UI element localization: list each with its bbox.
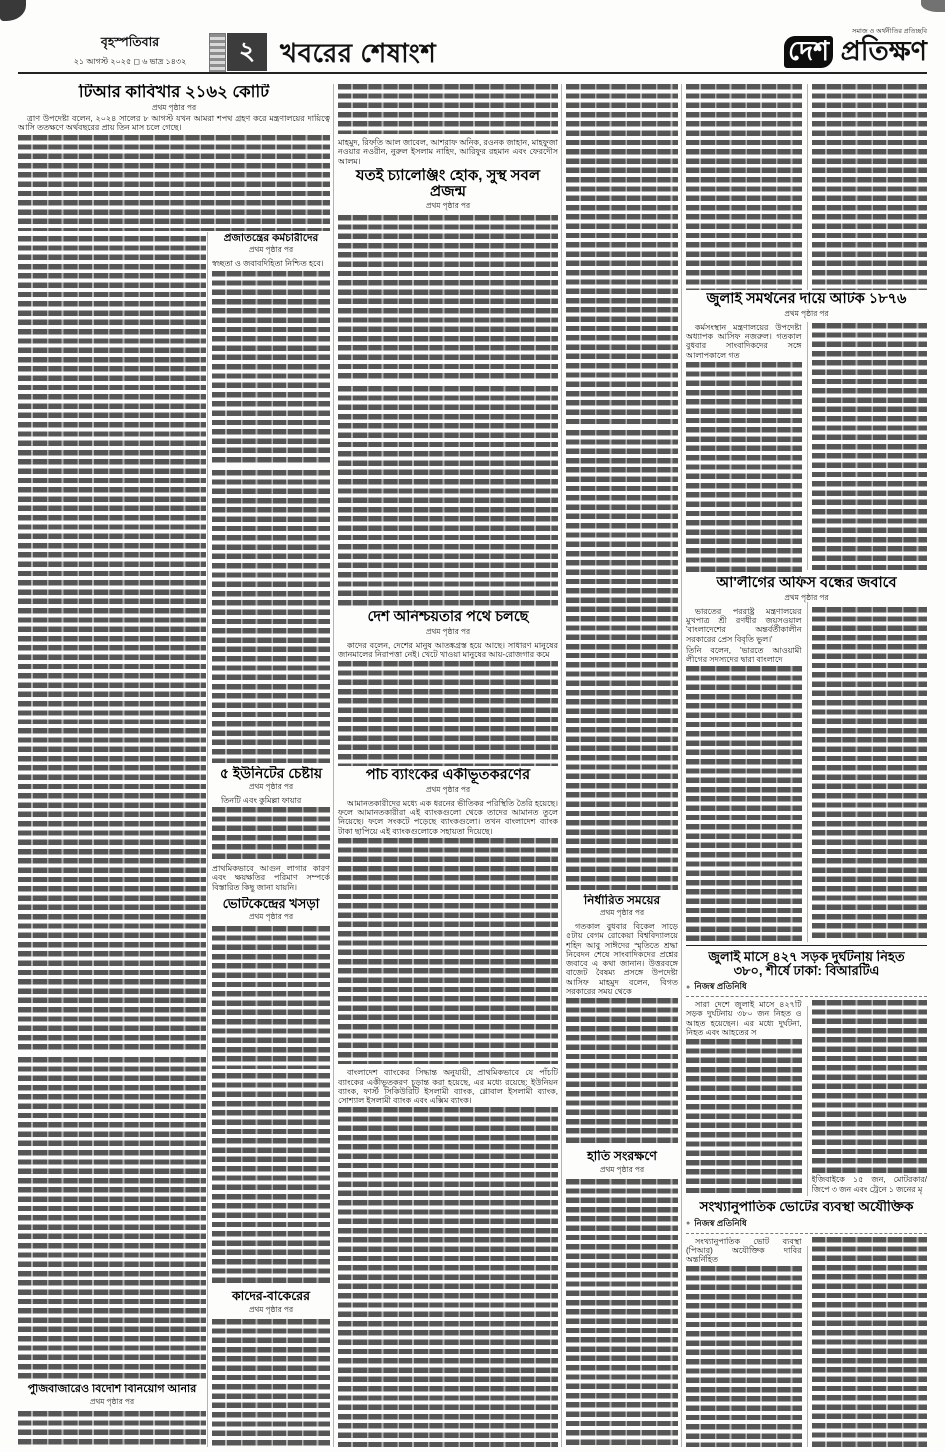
- body-text-block: [212, 807, 330, 862]
- continued-label: প্রথম পৃষ্ঠার পর: [89, 1396, 135, 1406]
- body-text-block: [18, 1411, 206, 1447]
- byline-label: নিজস্ব প্রতিনিধি: [694, 981, 747, 992]
- column-rule-2: [333, 84, 334, 1447]
- article-hati-headline: হাতি সংরক্ষণে: [587, 1150, 657, 1163]
- article-body-text: সারা দেশে জুলাই মাসে ৪২৭টি সড়ক দুর্ঘটনায় ৩৮০ জন নিহত ও আহত হয়েছেন। এর মধ্যে দুর্ঘটনা, নিহত এবং আহতের স: [686, 1000, 802, 1037]
- continued-label: প্রথম পৃষ্ঠার পর: [248, 1304, 294, 1314]
- article-pr-vote: [686, 1200, 927, 1447]
- scan-mark-top-right: [921, 0, 945, 12]
- body-text-block: [212, 470, 330, 763]
- column-4-continuation: [566, 84, 678, 890]
- body-text-block: [686, 1266, 802, 1447]
- article-kader-bakerer-headline: কাদের-বাকেরের: [231, 1290, 311, 1303]
- article-desh-headline: দেশ অনিশ্চয়তার পথে চলছে: [367, 610, 529, 625]
- article-pujibazar: [18, 1384, 206, 1447]
- article-column-right: [812, 1000, 928, 1196]
- article-separator-rule: [686, 945, 927, 946]
- header-rule: [18, 72, 927, 74]
- byline-bullet-icon: ●: [686, 983, 691, 991]
- article-body-text: ইজিবাইকে ১৫ জন, মোটরকার/জিপে ৩ জন এবং ট্রেনে ১ জনের মৃ: [811, 1175, 927, 1194]
- body-text-block: [18, 1057, 206, 1382]
- article-brta-headline-line2: ৩৮০, শীর্ষে ঢাকা: বিআরটিএ: [733, 963, 880, 979]
- article-unit5: [212, 766, 330, 894]
- article-body-text: প্রাথমিকভাবে আগুন লাগার কারণ এবং ক্ষয়ক্ষতির পরিমাণ সম্পর্কে বিস্তারিত কিছু জানা যায়নি।: [212, 864, 330, 892]
- body-text-block: [338, 386, 558, 608]
- body-text-block: [212, 1319, 330, 1448]
- masthead-word-desh: দেশ: [784, 36, 833, 68]
- article-july-atok-headline: জুলাই সমর্থনের দায়ে আটক ১৮৭৬: [706, 292, 907, 307]
- body-text-block: [18, 135, 330, 231]
- article-body-text: তিনটি এবং কুমিল্লা ফায়ার: [221, 796, 302, 806]
- article-tr-kabikha-lede: [18, 114, 330, 231]
- article-body-text: কর্মসংস্থান মন্ত্রণালয়ের উপদেষ্টা অধ্যাপক আসিফ নজরুল। গতকাল বুধবার সাংবাদিকদের সঙ্গে আলাপকালে গত: [686, 322, 802, 360]
- weekday-label: বৃহস্পতিবার: [100, 35, 160, 49]
- body-text-block: [338, 1107, 558, 1447]
- column-1-continuation: [18, 236, 206, 1382]
- column-rule-1: [207, 232, 208, 1447]
- article-jotoi-headline: যতই চ্যালেঞ্জিং হোক, সুস্থ সবল প্রজন্ম: [355, 168, 541, 201]
- continued-label: প্রথম পৃষ্ঠার পর: [248, 245, 294, 255]
- byline-dashed-rule: [686, 996, 927, 997]
- article-desh-onishchoyota: [338, 610, 558, 766]
- column-3-pretext: [338, 84, 558, 166]
- article-projatontro-headline: প্রজাতন্ত্রের কর্মচারীদের: [223, 233, 319, 244]
- article-tr-kabikha-header: [18, 84, 330, 112]
- body-text-block: [566, 662, 678, 890]
- article-brta: [686, 950, 927, 1196]
- article-body-text: কাদের বলেন, দেশের মানুষ আতঙ্কগ্রস্ত হয়ে আছে। সাধারণ মানুষের জানমালের নিরাপত্তা নেই। খেটে খাওয়া মানুষের আয়-রোজগার কমে: [338, 640, 558, 659]
- body-text-block: [566, 84, 678, 426]
- body-text-block: [212, 1073, 330, 1287]
- section-title: খবরের শেষাংশ: [280, 38, 437, 68]
- continued-label: প্রথম পৃষ্ঠার পর: [784, 592, 829, 602]
- article-hati: [566, 1150, 678, 1447]
- body-text-block: [812, 1000, 928, 1173]
- continued-label: প্রথম পৃষ্ঠার পর: [784, 308, 829, 318]
- date-block: [58, 34, 202, 69]
- continued-label: প্রথম পৃষ্ঠার পর: [425, 201, 471, 211]
- article-column-left: [686, 1000, 802, 1196]
- body-text-block: [338, 661, 558, 766]
- body-text-block: [686, 84, 802, 290]
- masthead: [784, 26, 927, 65]
- masthead-mini-logo: [209, 33, 226, 73]
- article-column-left: [686, 323, 802, 572]
- article-body-text: গতকাল বুধবার বিকেল সাড়ে ৫টায় বেগম রোকেয়া বিশ্ববিদ্যালয়ে শহিদ আবু সাঈদের স্মৃতিতে শ্রদ্ধা নিবেদন শেষে সাংবাদিকদের প্রশ্নের জবাবে এ কথা জানান। উত্তরবঙ্গে বাজেট বৈষম্য প্রসঙ্গে উপদেষ্টা আসিফ মাহমুদ বলেন, বিগত সরকারের সময় থেকে: [566, 921, 678, 997]
- article-tr-kabikha-headline: টিআর কাবিখার ২১৬২ কোটি: [78, 84, 270, 101]
- article-projatontro: [212, 233, 330, 763]
- article-league-office-headline: আ'লীগের অফিস বন্ধের জবাবে: [716, 576, 897, 591]
- continued-label: প্রথম পৃষ্ঠার পর: [248, 782, 294, 792]
- continued-label: প্রথম পৃষ্ঠার পর: [599, 907, 645, 917]
- article-column-right: [812, 323, 928, 572]
- body-text-block: [566, 1179, 678, 1448]
- body-text-block: [18, 728, 206, 1053]
- column-5-top: [686, 84, 802, 290]
- masthead-title: [784, 38, 927, 65]
- body-text-block: [812, 607, 928, 942]
- column-rule-4: [681, 84, 682, 1447]
- article-nirdharito-headline: নির্ধারিত সময়ের: [583, 894, 661, 907]
- article-vote-khosra-headline: ভোটকেন্দ্রের খসড়া: [222, 897, 320, 911]
- continued-label: প্রথম পৃষ্ঠার পর: [248, 912, 294, 922]
- article-body-text: ত্রাণ উপদেষ্টা বলেন, ২০২৪ সালের ৮ আগস্ট যখন আমরা শপথ গ্রহণ করে মন্ত্রণালয়ের দায়িত্বে আসি ততক্ষণে অর্থবছরের প্রায় তিন মাস চলে গেছে।: [18, 114, 330, 133]
- body-text-block: [686, 362, 802, 572]
- continued-label: প্রথম পৃষ্ঠার পর: [151, 102, 197, 112]
- byline-dashed-rule: [686, 1233, 927, 1234]
- article-pujibazar-headline: পুঁজিবাজারেও বিদেশি বিনিয়োগ আনার: [27, 1384, 197, 1395]
- article-body-text: সংখ্যানুপাতিক ভোট ব্যবস্থা (পিআর) অযৌক্তিক দাবির অন্তর্নিহিত: [686, 1236, 802, 1265]
- article-body-text: স্বচ্ছতা ও জবাবদিহিতা নিশ্চিত হবে।: [212, 259, 324, 269]
- article-column-right: [812, 607, 928, 942]
- article-body-text: ভারতের পররাষ্ট্র মন্ত্রণালয়ের মুখপাত্র শ্রী রণধীর জয়সওয়াল 'বাংলাদেশের অন্তর্বর্তীকালীন সরকারের প্রেস বিবৃতি ভুল।': [686, 606, 802, 644]
- article-unit5-headline: ৫ ইউনিটের চেষ্টায়: [219, 766, 323, 781]
- body-text-block: [812, 1237, 928, 1447]
- article-panch-bank-headline: পাঁচ ব্যাংকের একীভূতকরণের: [365, 768, 531, 783]
- article-july-atok: [686, 292, 927, 572]
- byline-label: নিজস্ব প্রতিনিধি: [694, 1217, 747, 1228]
- article-columns: [686, 323, 927, 572]
- article-column-right: [812, 1237, 928, 1447]
- article-kader-bakerer: [212, 1290, 330, 1447]
- article-vote-khosra: [212, 897, 330, 1287]
- body-text-block: [686, 1039, 802, 1196]
- article-pr-vote-headline: সংখ্যানুপাতিক ভোটের ব্যবস্থা অযৌক্তিক: [699, 1200, 914, 1214]
- article-column-left: [686, 607, 802, 942]
- body-text-block: [338, 838, 558, 1064]
- byline-bullet-icon: ●: [686, 1220, 691, 1228]
- continued-label: প্রথম পৃষ্ঠার পর: [425, 626, 471, 636]
- body-text-block: [812, 84, 927, 290]
- article-column-left: [686, 1237, 802, 1447]
- body-text-block: [18, 236, 206, 724]
- body-text-block: [212, 926, 330, 1069]
- body-text-block: [338, 84, 558, 134]
- article-columns: [686, 607, 927, 942]
- article-body-text: তিনি বলেন, 'ভারতে আওয়ামী লীগের সদস্যদের দ্বারা বাংলাদে: [686, 645, 802, 665]
- article-body-text: আমানতকারীদের মধ্যে এক ধরনের ভীতিকর পরিস্থিতি তৈরি হয়েছে। ফলে আমানতকারীরা এই ব্যাংকগুলো থেকে তাদের আমানত তুলে নিয়েছে। ফলে সংকটে পড়েছে ব্যাংকগুলো। তখন বাংলাদেশ ব্যাংক টাকা ছাপিয়ে এই ব্যাংকগুলোকে সহায়তা দিয়েছে।: [338, 798, 558, 836]
- body-text-block: [212, 271, 330, 466]
- body-text-block: [338, 215, 558, 382]
- body-text-block: [566, 430, 678, 658]
- byline: [686, 980, 927, 994]
- date-line: ২১ আগস্ট ২০২৫ ◻ ৬ ভাদ্র ১৪৩২: [73, 57, 187, 66]
- article-panch-bank: [338, 768, 558, 1447]
- continued-label: প্রথম পৃষ্ঠার পর: [599, 1164, 645, 1174]
- article-nirdharito: [566, 894, 678, 1146]
- article-brta-headline-line1: জুলাই মাসে ৪২৭ সড়ক দুর্ঘটনায় নিহত: [708, 950, 905, 964]
- body-text-block: [686, 666, 802, 942]
- scan-mark-top-left: [0, 0, 26, 21]
- column-rule-5a: [807, 84, 808, 290]
- article-columns: [686, 1237, 927, 1447]
- article-league-office: [686, 576, 927, 942]
- masthead-tagline: সমাজ ও অর্থনীতির প্রতিচ্ছবি: [852, 28, 927, 35]
- article-jotoi: [338, 168, 558, 608]
- names-list-text: মাহমুদ, রিফতি আল জাবেল, আশরাফ অনিক, রওনক জাহান, মাহফুজা নওয়ার নওরীন, নুরুল ইসলাম নাহিদ, আরিফুর রহমান এবং ফেরদৌস আলম।: [338, 138, 558, 166]
- column-rule-3: [561, 84, 562, 1447]
- article-columns: [686, 1000, 927, 1196]
- masthead-word-protikkhon: প্রতিক্ষণ: [840, 36, 927, 66]
- page-number-badge: [227, 33, 267, 71]
- article-body-text: বাংলাদেশ ব্যাংকের সিদ্ধান্ত অনুযায়ী, প্রাথমিকভাবে যে পাঁচটি ব্যাংকের একীভূতকরণ চূড়ান্ত করা হয়েছে, এর মধ্যে রয়েছে: ইউনিয়ন ব্যাংক, ফার্স্ট সিকিউরিটি ইসলামী ব্যাংক, গ্লোবাল ইসলামী ব্যাংক, সোশ্যাল ইসলামী ব্যাংক এবং এক্সিম ব্যাংক।: [338, 1068, 558, 1106]
- page-number: ২: [238, 36, 256, 65]
- body-text-block: [812, 323, 928, 572]
- column-6-top: [812, 84, 927, 290]
- byline: [686, 1217, 927, 1231]
- continued-label: প্রথম পৃষ্ঠার পর: [425, 784, 471, 794]
- body-text-block: [566, 998, 678, 1146]
